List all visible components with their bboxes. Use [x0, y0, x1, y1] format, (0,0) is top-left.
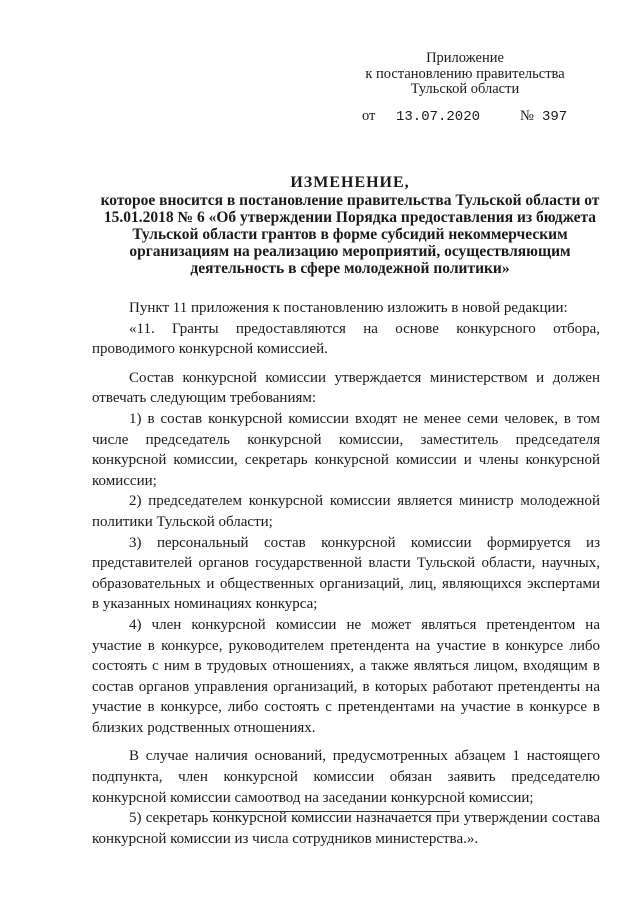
intro-paragraph: Пункт 11 приложения к постановлению изложить в новой редакции: — [129, 300, 568, 316]
resolution-date: 13.07.2020 — [396, 109, 481, 125]
resolution-dateline — [362, 108, 582, 125]
closing-divider — [210, 811, 450, 812]
appendix-line-3: Тульской области — [410, 81, 520, 97]
appendix-line-1: Приложение — [426, 50, 504, 66]
document-title — [90, 174, 610, 277]
number-sign: № — [520, 108, 534, 124]
requirement-item-1: 1) в состав конкурсной комиссии входят не менее семи человек, в том числе председатель конкурсной комиссии, заместитель председателя конкурсной комиссии, секретарь конкурсной комиссии и члены конкурсной комиссии; — [92, 410, 600, 489]
document-body — [92, 298, 600, 849]
resolution-number: 397 — [542, 109, 568, 125]
self-recusal-paragraph: В случае наличия оснований, предусмотренных абзацем 1 настоящего подпункта, член конкурсной комиссии обязан заявить председателю конкурсной комиссии самоотвод на заседании конкурсной комиссии; — [92, 748, 600, 806]
date-from-label: от — [362, 108, 376, 124]
composition-paragraph: Состав конкурсной комиссии утверждается министерством и должен отвечать следующим требованиям: — [92, 369, 600, 407]
paragraph-11: «11. Гранты предоставляются на основе конкурсного отбора, проводимого конкурсной комиссией. — [92, 320, 600, 358]
requirement-item-2: 2) председателем конкурсной комиссии является министр молодежной политики Тульской области; — [92, 493, 600, 530]
requirement-item-5: 5) секретарь конкурсной комиссии назначается при утверждении состава конкурсной комиссии из числа сотрудников министерства.». — [92, 810, 600, 847]
appendix-header — [340, 51, 590, 98]
requirement-item-4: 4) член конкурсной комиссии не может являться претендентом на участие в конкурсе, руководителем претендента на участие в конкурсе либо состоять с ним в трудовых отношениях, а также являться лицом, входящим в состав органов управления организаций, в которых работают претенденты на участие в конкурсе, либо состоять с претендентами на участие в конкурсе в близких родственных отношениях. — [92, 616, 600, 736]
title-heading: ИЗМЕНЕНИЕ, — [290, 174, 410, 191]
requirement-item-3: 3) персональный состав конкурсной комиссии формируется из представителей органов государственной власти Тульской области, научных, образовательных и общественных организаций, лиц, являющихся экспертами в указанных номинациях конкурса; — [92, 534, 600, 613]
appendix-line-2: к постановлению правительства — [365, 65, 565, 82]
title-subtitle: которое вносится в постановление правительства Тульской области от 15.01.2018 № 6 «Об утверждении Порядка предоставления из бюджета Тульской области грантов в форме субсидий некоммерческим организациям на реализацию мероприятий, осуществляющим деятельность в сфере молодежной политики» — [100, 192, 600, 277]
